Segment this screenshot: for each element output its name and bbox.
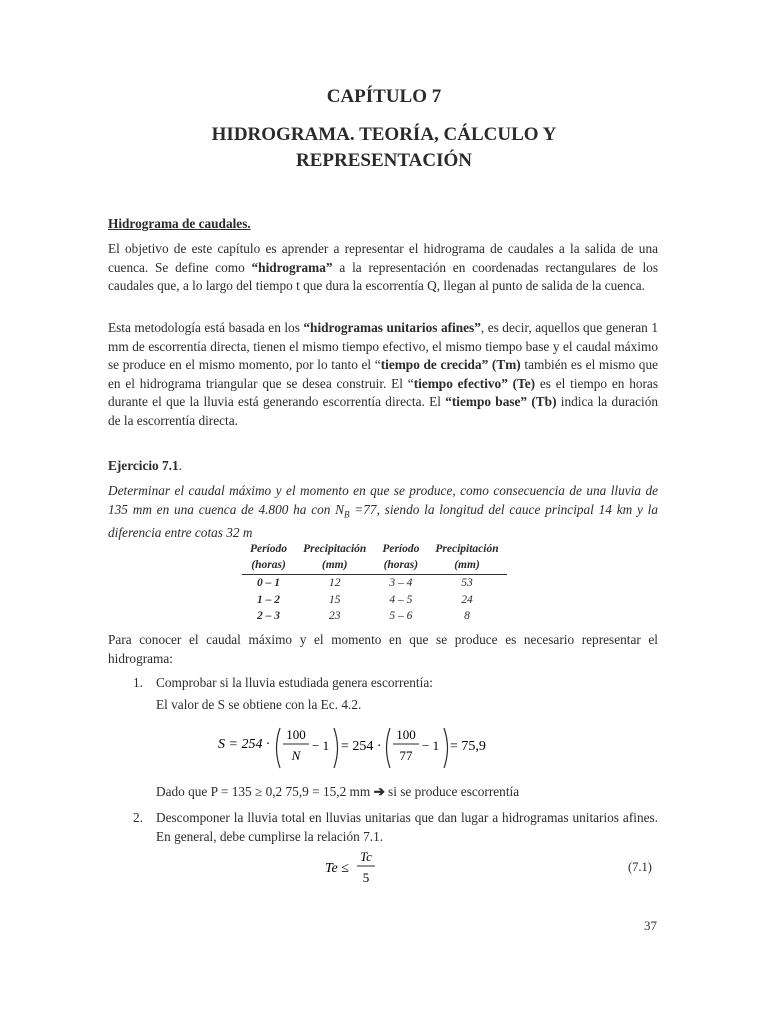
- eq-minus: − 1: [312, 738, 330, 753]
- eq-numerator: 100: [396, 727, 416, 742]
- equation-7-1: [325, 846, 385, 893]
- table-cell: 5 – 6: [389, 610, 413, 622]
- eq-lhs: S = 254 ·: [218, 737, 270, 752]
- eq-denominator: 77: [399, 748, 413, 763]
- table-row: [242, 608, 507, 625]
- section-heading: Hidrograma de caudales.: [108, 216, 251, 231]
- list-item-text: Comprobar si la lluvia estudiada genera escorrentía:: [156, 675, 433, 690]
- text-run: Dado que P = 135 ≥ 0,2 75,9 = 15,2 mm: [156, 784, 374, 799]
- eq-minus: − 1: [422, 738, 440, 753]
- paragraph-procedure: Para conocer el caudal máximo y el momento en que se produce es necesario representar el hidrograma:: [108, 632, 658, 666]
- text-run: si se produce escorrentía: [384, 784, 520, 799]
- list-item-text: Descomponer la lluvia total en lluvias unitarias que dan lugar a hidrogramas unitarios afines. En general, debe cumplirse la relación 7.1.: [156, 810, 658, 844]
- text-run: indica la duración de la escorrentía directa.: [108, 394, 658, 428]
- table-row: [242, 592, 507, 609]
- left-paren: [387, 728, 391, 768]
- equation-label: (7.1): [628, 860, 652, 874]
- table-row: [242, 575, 507, 592]
- table-cell: 53: [461, 577, 473, 589]
- text-run: Determinar el caudal máximo y el momento en que se produce, como consecuencia de una lluvia de 135 mm en una cuenca de 4.800 ha con N: [108, 483, 658, 517]
- chapter-title-line-1: HIDROGRAMA. TEORÍA, CÁLCULO Y: [211, 124, 557, 145]
- exercise-heading-text: Ejercicio 7.1: [108, 458, 179, 473]
- table-cell: 1 – 2: [257, 593, 281, 606]
- page-number: 37: [644, 918, 657, 933]
- table-cell: 0 – 1: [257, 577, 281, 589]
- text-run: El objetivo de este capítulo es aprender a representar el hidrograma de caudales a la salida de una cuenca. Se define como: [108, 241, 658, 275]
- paragraph-methodology: [108, 319, 658, 431]
- table-header: Precipitación: [303, 543, 367, 555]
- exercise-heading: [108, 458, 182, 474]
- term-tiempo-base: “tiempo base” (Tb): [445, 394, 557, 410]
- left-paren: [277, 728, 281, 768]
- text-run: a la representación en coordenadas rectangulares de los caudales que, a lo largo del tiempo t que dura la escorrentía Q, llegan al punto de salida de la cuenca.: [108, 259, 658, 294]
- text-run: es el tiempo en horas durante el que la lluvia está generando escorrentía directa. El: [108, 375, 659, 410]
- text-run: , es decir, aquellos que generan 1 mm de escorrentía directa, tienen el mismo tiempo efectivo, el mismo tiempo base y el caudal máximo se produce en el mismo momento, por lo tanto el “: [108, 320, 658, 373]
- table-unit: (horas): [374, 557, 427, 575]
- table-unit: (horas): [242, 557, 295, 575]
- table-header: Período: [250, 543, 288, 555]
- table-header: Período: [382, 543, 420, 555]
- table-cell: 4 – 5: [389, 593, 413, 606]
- eq-numerator: 100: [286, 727, 306, 742]
- eq-denominator: 5: [362, 870, 370, 885]
- right-paren: [444, 728, 448, 768]
- term-tiempo-efectivo: tiempo efectivo” (Te): [413, 375, 536, 391]
- table-header: Precipitación: [435, 543, 499, 555]
- term-tiempo-crecida: tiempo de crecida” (Tm): [380, 357, 521, 373]
- table-unit: (mm): [427, 557, 506, 575]
- right-paren: [334, 728, 338, 768]
- arrow-icon: ➔: [373, 784, 385, 799]
- equation-graphic: [325, 846, 385, 888]
- eq-mid: = 254 ·: [341, 739, 382, 754]
- table-cell: 24: [461, 593, 473, 606]
- table-cell: 12: [328, 577, 341, 589]
- text-run: =77, siendo la longitud del cauce principal 14 km y la diferencia entre cotas 32 m: [108, 501, 658, 540]
- table-cell: 3 – 4: [389, 577, 413, 589]
- equation-s-value: [218, 722, 498, 779]
- chapter-title-line-2: REPRESENTACIÓN: [296, 150, 472, 171]
- text-run: también es el mismo que en el hidrograma triangular que se desea construir. El “: [108, 357, 659, 391]
- text-run: Esta metodología está basada en los: [108, 320, 304, 335]
- equation-graphic: [218, 722, 498, 774]
- list-item-conclusion: [156, 783, 519, 802]
- eq-lhs: Te ≤: [325, 861, 349, 876]
- list-item-number: 1.: [133, 675, 143, 690]
- table-unit: (mm): [295, 557, 374, 575]
- subscript-b: B: [344, 509, 350, 520]
- table-cell: 2 – 3: [257, 610, 281, 622]
- eq-result: = 75,9: [450, 739, 486, 754]
- chapter-label: CAPÍTULO 7: [326, 86, 442, 107]
- rainfall-table: [242, 541, 507, 625]
- term-hidrograma: “hidrograma”: [251, 259, 333, 275]
- exercise-heading-dot: .: [178, 458, 182, 473]
- eq-denominator: N: [291, 748, 301, 763]
- term-hidrogramas-unitarios: “hidrogramas unitarios afines”: [303, 320, 481, 335]
- table-cell: 8: [464, 610, 470, 622]
- list-item-subtext: El valor de S se obtiene con la Ec. 4.2.: [156, 697, 362, 712]
- table-cell: 15: [328, 593, 341, 606]
- eq-numerator: Tc: [360, 849, 372, 864]
- exercise-statement: [108, 482, 658, 542]
- list-item-number: 2.: [133, 810, 143, 825]
- paragraph-intro: [108, 240, 658, 296]
- table-cell: 23: [328, 610, 341, 622]
